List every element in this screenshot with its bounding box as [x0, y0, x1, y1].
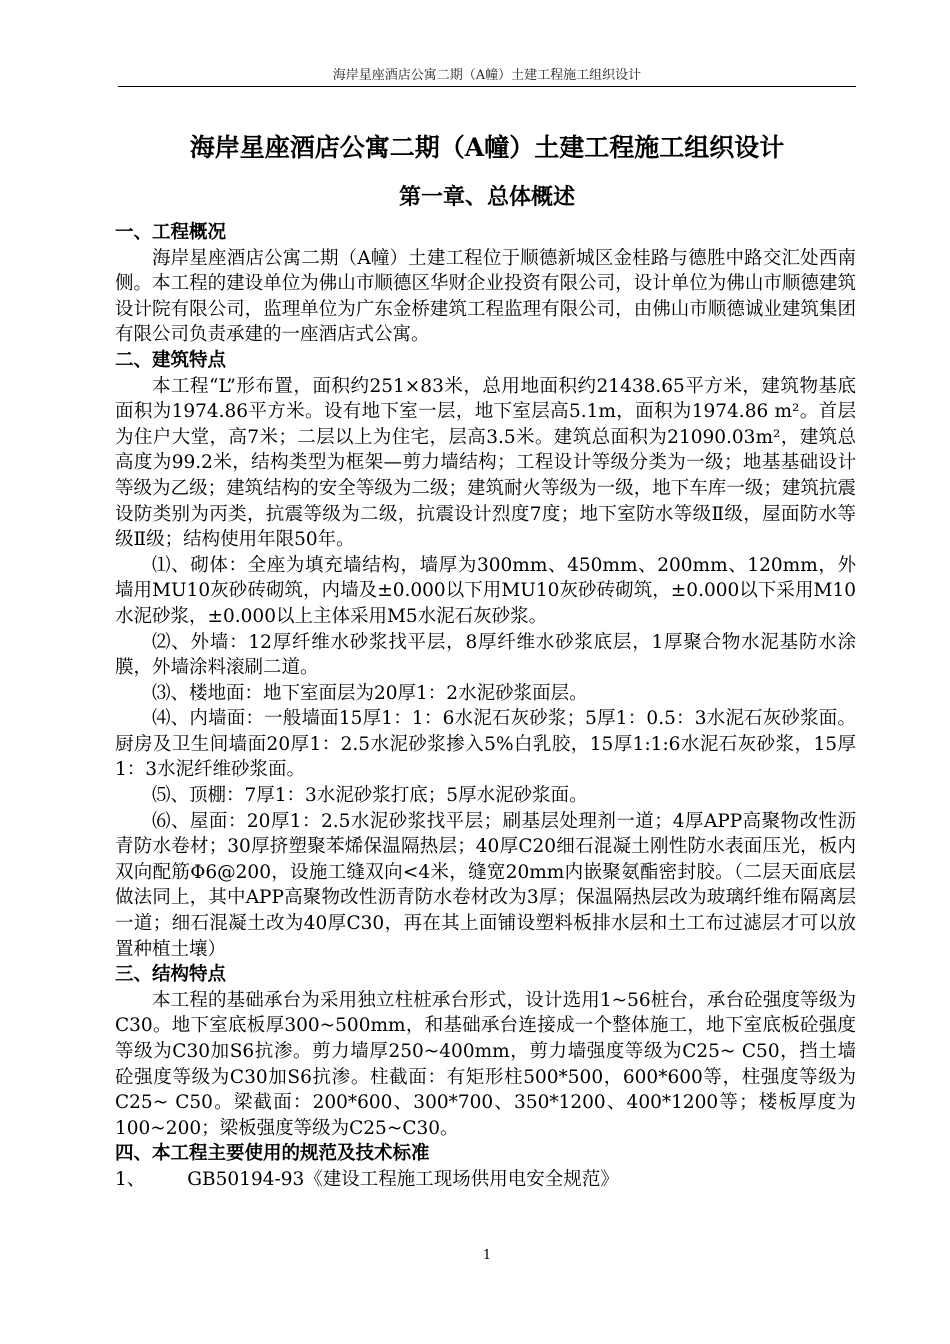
standard-number: 1、	[115, 1168, 146, 1190]
paragraph-exterior-wall: ⑵、外墙：12厚纤维水砂浆找平层，8厚纤维水砂浆底层，1厚聚合物水泥基防水涂膜，外墙涂料滚刷二道。	[115, 631, 856, 679]
paragraph-floor: ⑶、楼地面：地下室面层为20厚1：2水泥砂浆面层。	[152, 682, 588, 704]
paragraph: 本工程的基础承台为采用独立柱桩承台形式，设计选用1~56桩台，承台砼强度等级为C30。地下室底板厚300~500mm，和基础承台连接成一个整体施工，地下室底板砼强度等级为C30加S6抗渗。剪力墙厚250~400mm，剪力墙强度等级为C25~ C50，挡土墙砼强度等级为C30加S6抗渗。柱截面：有矩形柱500*500，600*600等，柱强度等级为C25~ C50。梁截面：200*600、300*700、350*1200、400*1200等；楼板厚度为100~200；梁板强度等级为C25~C30。	[115, 989, 856, 1139]
paragraph: 海岸星座酒店公寓二期（A幢）土建工程位于顺德新城区金桂路与德胜中路交汇处西南侧。本工程的建设单位为佛山市顺德区华财企业投资有限公司，设计单位为佛山市顺德建筑设计院有限公司，监理单位为广东金桥建筑工程监理有限公司，由佛山市顺德诚业建筑集团有限公司负责承建的一座酒店式公寓。	[115, 247, 856, 346]
chapter-title: 第一章、总体概述	[398, 184, 575, 210]
paragraph-interior-wall: ⑷、内墙面：一般墙面15厚1：1：6水泥石灰砂浆；5厚1：0.5：3水泥石灰砂浆面。厨房及卫生间墙面20厚1：2.5水泥砂浆掺入5%白乳胶，15厚1:1:6水泥石灰砂浆，15厚1：3水泥纤维砂浆面。	[115, 708, 856, 781]
section-heading-standards: 四、本工程主要使用的规范及技术标准	[115, 1143, 430, 1165]
paragraph-roof: ⑹、屋面：20厚1：2.5水泥砂浆找平层；刷基层处理剂一道；4厚APP高聚物改性沥青防水卷材；30厚挤塑聚苯烯保温隔热层；40厚C20细石混凝土刚性防水表面压光，板内双向配筋Φ6@200，设施工缝双向<4米，缝宽20mm内嵌聚氨酯密封胶。（二层天面底层做法同上，其中APP高聚物改性沥青防水卷材改为3厚；保温隔热层改为玻璃纤维布隔离层一道；细石混凝土改为40厚C30，再在其上面铺设塑料板排水层和土工布过滤层才可以放置种植土壤）	[115, 810, 856, 960]
paragraph: 本工程“L”形布置，面积约251×83米，总用地面积约21438.65平方米，建筑物基底面积为1974.86平方米。设有地下室一层，地下室层高5.1m，面积为1974.86 m²。首层为住户大堂，高7米；二层以上为住宅，层高3.5米。建筑总面积为21090.03m²，建筑总高度为99.2米，结构类型为框架—剪力墙结构；工程设计等级分类为一级；地基基础设计等级为乙级；建筑结构的安全等级为二级；建筑耐火等级为一级，地下车库一级；建筑抗震设防类别为丙类，抗震等级为二级，抗震设计烈度7度；地下室防水等级Ⅱ级，屋面防水等级Ⅱ级；结构使用年限50年。	[115, 375, 856, 551]
page-number: 1	[482, 1248, 492, 1263]
section-heading-architecture: 二、建筑特点	[115, 349, 227, 371]
running-header: 海岸星座酒店公寓二期（A幢）土建工程施工组织设计	[332, 68, 642, 83]
section-heading-overview: 一、工程概况	[115, 222, 227, 243]
standard-list-item	[115, 1167, 856, 1193]
document-body	[115, 220, 856, 1193]
paragraph-masonry: ⑴、砌体：全座为填充墙结构，墙厚为300mm、450mm、200mm、120mm，外墙用MU10灰砂砖砌筑，内墙及±0.000以下用MU10灰砂砖砌筑，±0.000以下采用M10水泥砂浆，±0.000以上主体采用M5水泥石灰砂浆。	[115, 554, 856, 627]
header-divider	[118, 86, 856, 87]
paragraph-ceiling: ⑸、顶棚：7厚1：3水泥砂浆打底；5厚水泥砂浆面。	[152, 785, 588, 807]
section-heading-structure: 三、结构特点	[115, 964, 227, 986]
document-title: 海岸星座酒店公寓二期（A幢）土建工程施工组织设计	[189, 133, 785, 162]
standard-text: GB50194-93《建设工程施工现场供用电安全规范》	[187, 1168, 619, 1190]
